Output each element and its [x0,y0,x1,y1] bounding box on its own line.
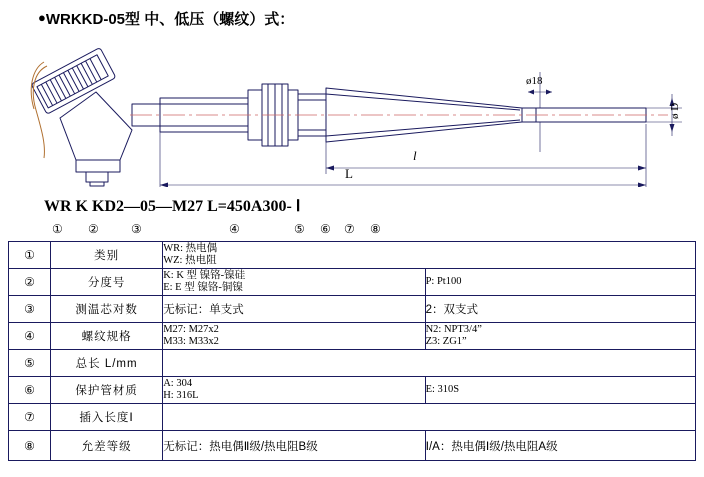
row-name [51,431,163,461]
row-value-a [163,431,425,461]
callout-marker-6: ⑥ [320,222,331,236]
row-index-label: ③ [24,302,35,316]
thermocouple-drawing [0,32,704,187]
callout-marker-3: ③ [131,222,142,236]
row-index-label: ⑥ [24,383,35,397]
svg-text:ø18: ø18 [526,75,543,87]
callout-marker-1: ① [52,222,63,236]
row-index [9,323,51,350]
value-line: A: 304 [163,378,193,389]
value-line: WR: 热电偶 [163,243,218,254]
row-name-label: 分度号 [87,277,126,289]
row-name-label: 允差等级 [81,440,132,453]
callout-markers [0,222,704,242]
row-name [51,269,163,296]
row-index [9,404,51,431]
page-title-text: WRKKD-05型 中、低压（螺纹）式： [45,11,295,28]
row-value-a [163,296,425,323]
callout-marker-4: ④ [229,222,240,236]
svg-text:ø D: ø D [669,102,681,119]
row-index-label: ⑧ [24,438,35,453]
value-line: H: 316L [163,390,199,401]
row-index [9,431,51,461]
table-row [9,296,696,323]
callout-marker-5: ⑤ [294,222,305,236]
row-value-b [425,296,695,323]
row-name [51,242,163,269]
model-code [44,196,301,216]
row-name-label: 类别 [94,250,120,262]
row-value-merged [163,404,696,431]
value-line: 2：双支式 [425,304,478,316]
model-code-text: WR K KD2—05—M27 L=450A300- Ⅰ [44,198,301,215]
callout-marker-7: ⑦ [344,222,355,236]
value-line: Ⅰ/A：热电偶Ⅰ级/热电阻A级 [425,440,558,453]
row-name-label: 螺纹规格 [81,331,132,343]
value-line: WZ: 热电阻 [163,255,217,266]
callout-marker-8: ⑧ [370,222,381,236]
value-line: M27: M27x2 [163,324,219,335]
value-line: M33: M33x2 [163,336,219,347]
row-value-a [163,377,425,404]
row-value-merged [163,350,696,377]
row-index [9,296,51,323]
row-value-a [163,323,425,350]
row-value-b [425,431,695,461]
row-index-label: ② [24,275,35,289]
page-title [38,8,294,29]
table-row [9,242,696,269]
row-index [9,350,51,377]
row-name-label: 插入长度Ⅰ [79,412,134,424]
row-index [9,242,51,269]
row-index-label: ④ [24,329,35,343]
callout-marker-2: ② [88,222,99,236]
row-name [51,296,163,323]
table-row [9,431,696,461]
row-name-label: 保护管材质 [75,385,138,397]
row-name [51,404,163,431]
row-index [9,377,51,404]
row-index-label: ⑦ [24,410,35,424]
row-name [51,350,163,377]
value-line: 无标记：热电偶Ⅱ级/热电阻B级 [163,440,318,453]
row-index [9,269,51,296]
value-line: 无标记：单支式 [163,304,244,316]
row-name-label: 总长 L/mm [75,358,138,370]
bullet-icon: ● [38,10,46,25]
value-line: P: Pt100 [425,276,462,287]
table-row [9,323,696,350]
row-name-label: 测温芯对数 [75,304,138,316]
row-index-label: ⑤ [24,356,35,370]
row-index-label: ① [24,248,35,262]
row-value-a [163,269,425,296]
row-value-b [425,377,695,404]
value-line: K: K 型 镍铬-镍硅 [163,270,246,281]
value-line: E: 310S [425,384,460,395]
row-value-merged [163,242,696,269]
table-row [9,350,696,377]
specification-table [8,241,696,461]
row-value-b [425,269,695,296]
row-name [51,323,163,350]
svg-text:l: l [413,148,417,163]
table-row [9,404,696,431]
value-line: E: E 型 镍铬-铜镍 [163,282,243,293]
row-value-b [425,323,695,350]
svg-text:L: L [345,166,353,181]
table-row [9,377,696,404]
value-line: Z3: ZG1” [425,336,467,347]
row-name [51,377,163,404]
value-line: N2: NPT3/4” [425,324,482,335]
table-row [9,269,696,296]
